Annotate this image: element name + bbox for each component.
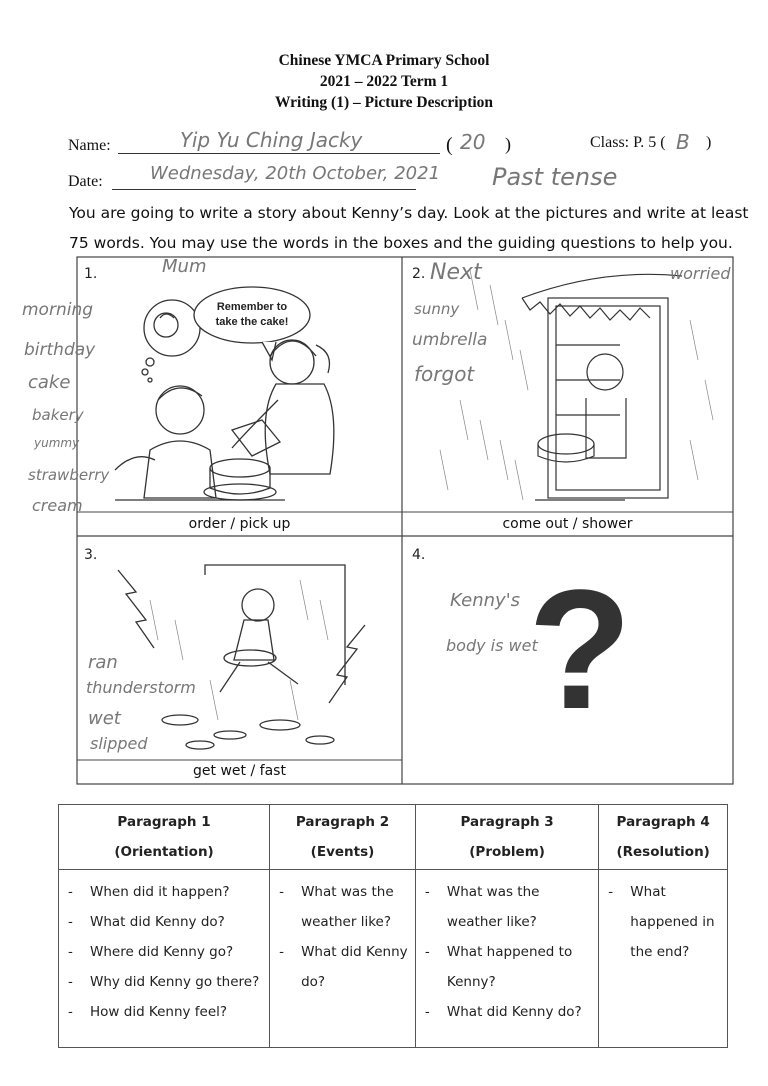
col-subtitle: (Orientation) — [114, 844, 214, 860]
list-item: - What did Kenny do? — [279, 937, 410, 997]
margin-note-cake: cake — [28, 372, 71, 393]
margin-note-bakery: bakery — [32, 406, 84, 424]
list-item: - What happened to Kenny? — [425, 937, 593, 997]
panel-3-illustration — [118, 565, 365, 749]
panel3-note-slipped: slipped — [90, 734, 148, 753]
col-header-paragraph-3 — [415, 805, 598, 870]
col-questions-paragraph-1 — [59, 870, 270, 1048]
panel2-note-umbrella: umbrella — [412, 330, 488, 350]
name-label: Name: — [68, 137, 111, 154]
number-close: ) — [505, 134, 511, 154]
panel3-note-thunderstorm: thunderstorm — [86, 678, 196, 697]
col-title: Paragraph 3 — [460, 814, 554, 830]
panel2-note-forgot: forgot — [414, 362, 475, 386]
panel2-note-sunny: sunny — [414, 300, 460, 318]
guiding-questions-table — [58, 804, 728, 1048]
col-questions-paragraph-2 — [270, 870, 416, 1048]
col-title: Paragraph 2 — [295, 814, 390, 830]
speech-bubble-text: Remember to take the cake! — [215, 301, 289, 328]
note-mum: Mum — [162, 256, 207, 277]
margin-note-yummy: yummy — [34, 436, 80, 450]
table-body-row — [59, 870, 728, 1048]
margin-note-birthday: birthday — [24, 340, 96, 360]
question-mark: ? — [528, 555, 632, 745]
note-next: Next — [430, 260, 482, 285]
panel3-note-wet: wet — [88, 708, 121, 729]
list-item: - What was the weather like? — [425, 877, 593, 937]
note-worried: worried — [670, 264, 731, 283]
class-label: Class: P. 5 ( — [590, 134, 666, 151]
panel-2-rain — [440, 270, 713, 500]
list-item: - What was the weather like? — [279, 877, 410, 937]
list-item: - What happened in the end? — [608, 877, 722, 967]
panel-1-number: 1. — [84, 266, 98, 282]
panel-3-number: 3. — [84, 547, 98, 563]
panel-3-rain — [150, 580, 328, 720]
col-title: Paragraph 4 — [616, 814, 710, 830]
margin-note-strawberry: strawberry — [28, 466, 110, 484]
class-value: B — [676, 130, 690, 154]
panel-3-caption: get wet / fast — [193, 763, 286, 779]
date-label: Date: — [68, 173, 103, 190]
date-handwriting: Wednesday, 20th October, 2021 — [150, 163, 441, 184]
col-header-paragraph-4 — [599, 805, 728, 870]
col-title: Paragraph 1 — [117, 814, 211, 830]
col-header-paragraph-2 — [270, 805, 416, 870]
col-header-paragraph-1 — [59, 805, 270, 870]
col-questions-paragraph-3 — [415, 870, 598, 1048]
list-item: - What did Kenny do? — [425, 997, 593, 1027]
list-item: - When did it happen? — [68, 877, 264, 907]
panel4-note-line1: Kenny's — [450, 590, 521, 611]
student-number: 20 — [460, 130, 486, 154]
col-subtitle: (Events) — [310, 844, 375, 860]
col-subtitle: (Resolution) — [616, 844, 710, 860]
intro-line-2: 75 words. You may use the words in the boxes and the guiding questions to help you. — [69, 234, 733, 252]
list-item: - Where did Kenny go? — [68, 937, 264, 967]
class-close: ) — [706, 134, 712, 151]
panel4-note-line2: body is wet — [446, 636, 538, 655]
term-label: 2021 – 2022 Term 1 — [319, 73, 449, 90]
panel3-note-ran: ran — [88, 652, 118, 673]
panel-2-illustration — [522, 274, 682, 500]
list-item: - What did Kenny do? — [68, 907, 264, 937]
panel-2-caption: come out / shower — [502, 516, 633, 532]
panel-2-number: 2. — [412, 266, 426, 282]
list-item: - How did Kenny feel? — [68, 997, 264, 1027]
school-name: Chinese YMCA Primary School — [278, 52, 490, 69]
number-open: ( — [446, 134, 453, 156]
margin-note-cream: cream — [32, 496, 83, 515]
col-subtitle: (Problem) — [469, 844, 545, 860]
col-questions-paragraph-4 — [599, 870, 728, 1048]
list-item: - Why did Kenny go there? — [68, 967, 264, 997]
margin-note-morning: morning — [22, 300, 94, 320]
tense-note: Past tense — [492, 163, 618, 191]
panel-1-caption: order / pick up — [188, 516, 291, 532]
worksheet-title: Writing (1) – Picture Description — [274, 94, 494, 111]
panel-4-number: 4. — [412, 547, 426, 563]
name-handwriting: Yip Yu Ching Jacky — [180, 128, 363, 152]
intro-line-1: You are going to write a story about Kenny’s day. Look at the pictures and write at least — [69, 204, 749, 222]
table-header-row — [59, 805, 728, 870]
